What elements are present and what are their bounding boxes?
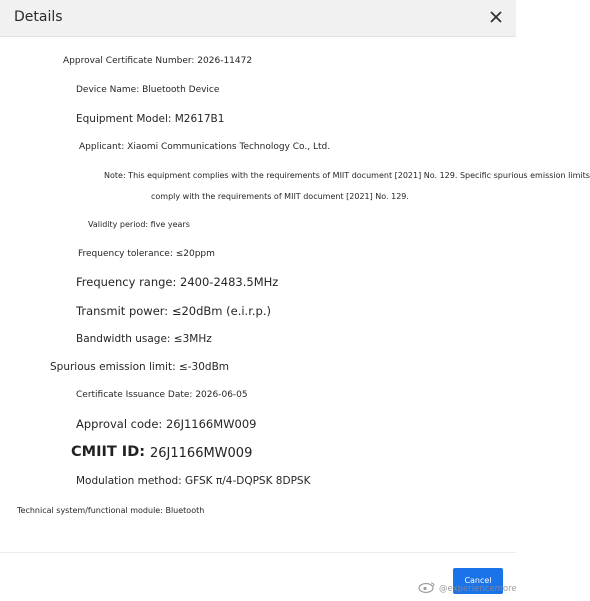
dialog-header [0, 0, 516, 37]
transmit-power: Transmit power: ≤20dBm (e.i.r.p.) [76, 304, 271, 318]
note-line-1: Note: This equipment complies with the requirements of MIIT document [2021] No. 129. Specific spurious emission limits [104, 171, 590, 180]
approval-certificate-number: Approval Certificate Number: 2026-11472 [63, 56, 253, 66]
device-name: Device Name: Bluetooth Device [76, 85, 220, 95]
technical-system: Technical system/functional module: Bluetooth [17, 506, 205, 515]
cmiit-id-label: CMIIT ID: [71, 444, 146, 460]
close-icon[interactable] [485, 6, 507, 28]
frequency-tolerance: Frequency tolerance: ≤20ppm [78, 249, 215, 259]
validity-period: Validity period: five years [88, 220, 190, 229]
weibo-icon [418, 581, 436, 596]
watermark [418, 581, 517, 596]
certificate-issuance-date: Certificate Issuance Date: 2026-06-05 [76, 390, 248, 400]
note-line-2: comply with the requirements of MIIT document [2021] No. 129. [151, 192, 409, 201]
applicant: Applicant: Xiaomi Communications Technology Co., Ltd. [79, 142, 331, 152]
approval-code: Approval code: 26J1166MW009 [76, 417, 257, 431]
modulation-method: Modulation method: GFSK π/4-DQPSK 8DPSK [76, 475, 311, 487]
frequency-range: Frequency range: 2400-2483.5MHz [76, 275, 279, 289]
equipment-model: Equipment Model: M2617B1 [76, 113, 225, 125]
watermark-text: @experiencemore [439, 583, 517, 594]
spurious-emission-limit: Spurious emission limit: ≤-30dBm [50, 361, 230, 373]
cancel-button[interactable]: Cancel [453, 568, 503, 594]
dialog-title: Details [14, 9, 63, 25]
bandwidth-usage: Bandwidth usage: ≤3MHz [76, 333, 212, 345]
cmiit-id-value: 26J1166MW009 [150, 446, 253, 461]
